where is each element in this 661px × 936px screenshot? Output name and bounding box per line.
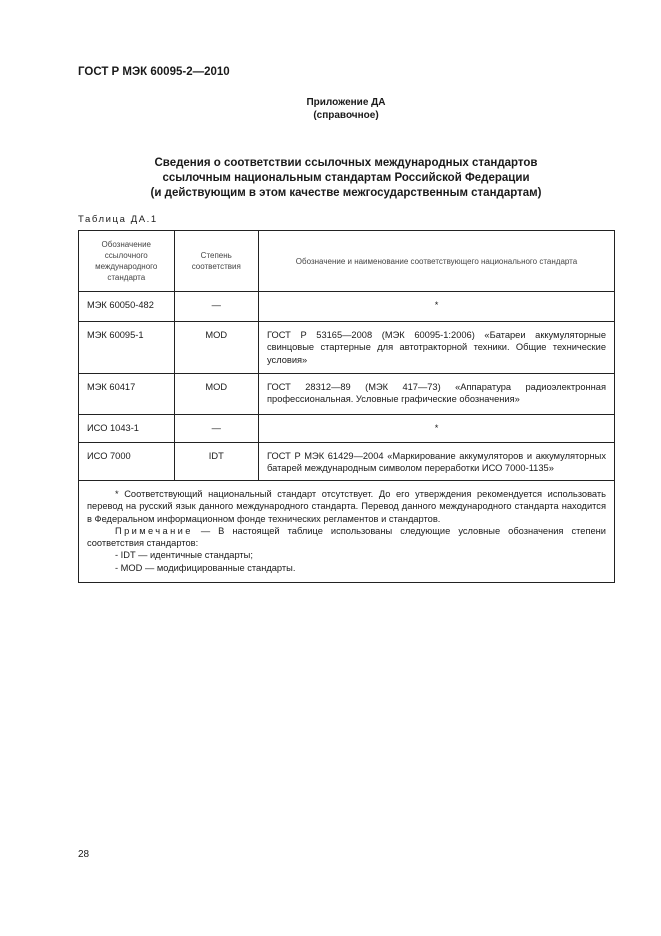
table-row <box>79 443 615 481</box>
footnote: * Соответствующий национальный стандарт отсутствует. До его утверждения рекомендуется использовать перевод на русский язык данного международного стандарта. Перевод данного международного стандарта находится в Федеральном информационном фонде технических регламентов и стандартов. <box>87 489 606 524</box>
table-row <box>79 374 615 415</box>
table-notes <box>79 481 615 583</box>
cell-ref: ИСО 7000 <box>79 443 175 481</box>
cell-national: * <box>259 415 615 443</box>
note-item-idt: - IDT — идентичные стандарты; <box>115 550 253 561</box>
document-code: ГОСТ Р МЭК 60095-2—2010 <box>78 66 230 78</box>
cell-national: ГОСТ Р МЭК 61429—2004 «Маркирование аккумуляторов и аккумуляторных батарей международным символом переработки ИСО 7000-1135» <box>259 443 615 481</box>
standards-table <box>78 230 615 583</box>
table-header-row <box>79 231 615 292</box>
cell-degree: MOD <box>174 322 258 374</box>
cell-ref: ИСО 1043-1 <box>79 415 175 443</box>
table-notes-row <box>79 481 615 583</box>
note-paragraph <box>87 525 606 550</box>
cell-degree: — <box>174 292 258 322</box>
cell-ref: МЭК 60095-1 <box>79 322 175 374</box>
header-degree: Степень соответствия <box>174 231 258 292</box>
table-row <box>79 322 615 374</box>
cell-degree: MOD <box>174 374 258 415</box>
cell-degree: — <box>174 415 258 443</box>
note-item-mod: - MOD — модифицированные стандарты. <box>115 562 296 573</box>
cell-national: ГОСТ 28312—89 (МЭК 417—73) «Аппаратура радиоэлектронная профессиональная. Условные графические обозначения» <box>259 374 615 415</box>
cell-degree: IDT <box>174 443 258 481</box>
header-ref-standard: Обозначение ссылочного международного стандарта <box>79 231 175 292</box>
table-row <box>79 415 615 443</box>
note-text: — В настоящей таблице использованы следующие условные обозначения степени соответствия стандартов: <box>87 525 606 549</box>
cell-ref: МЭК 60050-482 <box>79 292 175 322</box>
heading-line-1: Сведения о соответствии ссылочных международных стандартов <box>154 157 538 169</box>
table-caption: Таблица ДА.1 <box>78 214 158 225</box>
cell-national: * <box>259 292 615 322</box>
cell-national: ГОСТ Р 53165—2008 (МЭК 60095-1:2006) «Батареи аккумуляторные свинцовые стартерные для автотракторной техники. Общие технические условия» <box>259 322 615 374</box>
cell-ref: МЭК 60417 <box>79 374 175 415</box>
note-label: Примечание <box>115 525 193 536</box>
table-row <box>79 292 615 322</box>
appendix-subtitle: (справочное) <box>313 110 379 121</box>
heading-line-3: (и действующим в этом качестве межгосударственным стандартам) <box>150 187 542 199</box>
appendix-title: Приложение ДА <box>306 97 386 108</box>
section-heading <box>0 156 661 201</box>
page-number: 28 <box>78 849 90 860</box>
heading-line-2: ссылочным национальным стандартам Российской Федерации <box>162 172 530 184</box>
appendix-title-block <box>0 96 661 122</box>
header-national-standard: Обозначение и наименование соответствующего национального стандарта <box>259 231 615 292</box>
